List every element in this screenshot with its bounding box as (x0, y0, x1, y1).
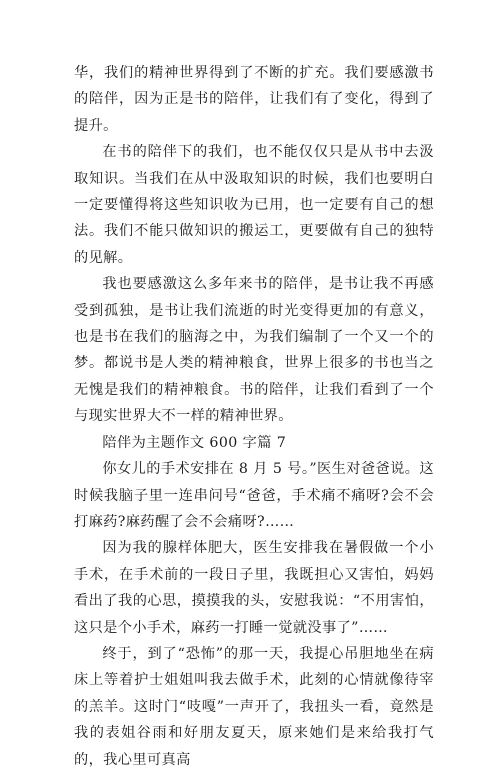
paragraph-knowledge: 在书的陪伴下的我们，也不能仅仅只是从书中去汲取知识。当我们在从中汲取知识的时候，我们也要明白一定要懂得将这些知识收为已用，也一定要有自己的想法。我们不能只做知识的搬运工，更要做有自己的独特的见解。 (74, 144, 434, 266)
document-page (74, 60, 434, 773)
paragraph-gratitude: 我也要感激这么多年来书的陪伴，是书让我不再感受到孤独，是书让我们流逝的时光变得更加的有意义，也是书在我们的脑海之中，为我们编制了一个又一个的梦。都说书是人类的精神粮食，世界上很多的书也当之无愧是我们的精神粮食。书的陪伴，让我们看到了一个与现实世界大不一样的精神世界。 (74, 276, 434, 425)
paragraph-adenoid: 因为我的腺样体肥大，医生安排我在暑假做一个小手术，在手术前的一段日子里，我既担心又害怕，妈妈看出了我的心思，摸摸我的头，安慰我说：“不用害怕，这只是个小手术，麻药一打睡一觉就没事了”…… (74, 540, 434, 636)
paragraph-surgery-day: 终于，到了“恐怖”的那一天，我提心吊胆地坐在病床上等着护士姐姐叫我去做手术，此刻的心情就像待宰的羔羊。这时门“吱嘎”一声开了，我扭头一看，竟然是我的表姐谷雨和好朋友夏天，原来她们是来给我打气的，我心里可真高 (74, 645, 434, 768)
paragraph-surgery-date: 你女儿的手术安排在 8 月 5 号。”医生对爸爸说。这时候我脑子里一连串问号“爸爸，手术痛不痛呀?会不会打麻药?麻药醒了会不会痛呀?…… (74, 461, 434, 530)
paragraph-continuation: 华，我们的精神世界得到了不断的扩充。我们要感激书的陪伴，因为正是书的陪伴，让我们有了变化，得到了提升。 (74, 65, 434, 134)
section-title: 陪伴为主题作文 600 字篇 7 (102, 434, 287, 451)
